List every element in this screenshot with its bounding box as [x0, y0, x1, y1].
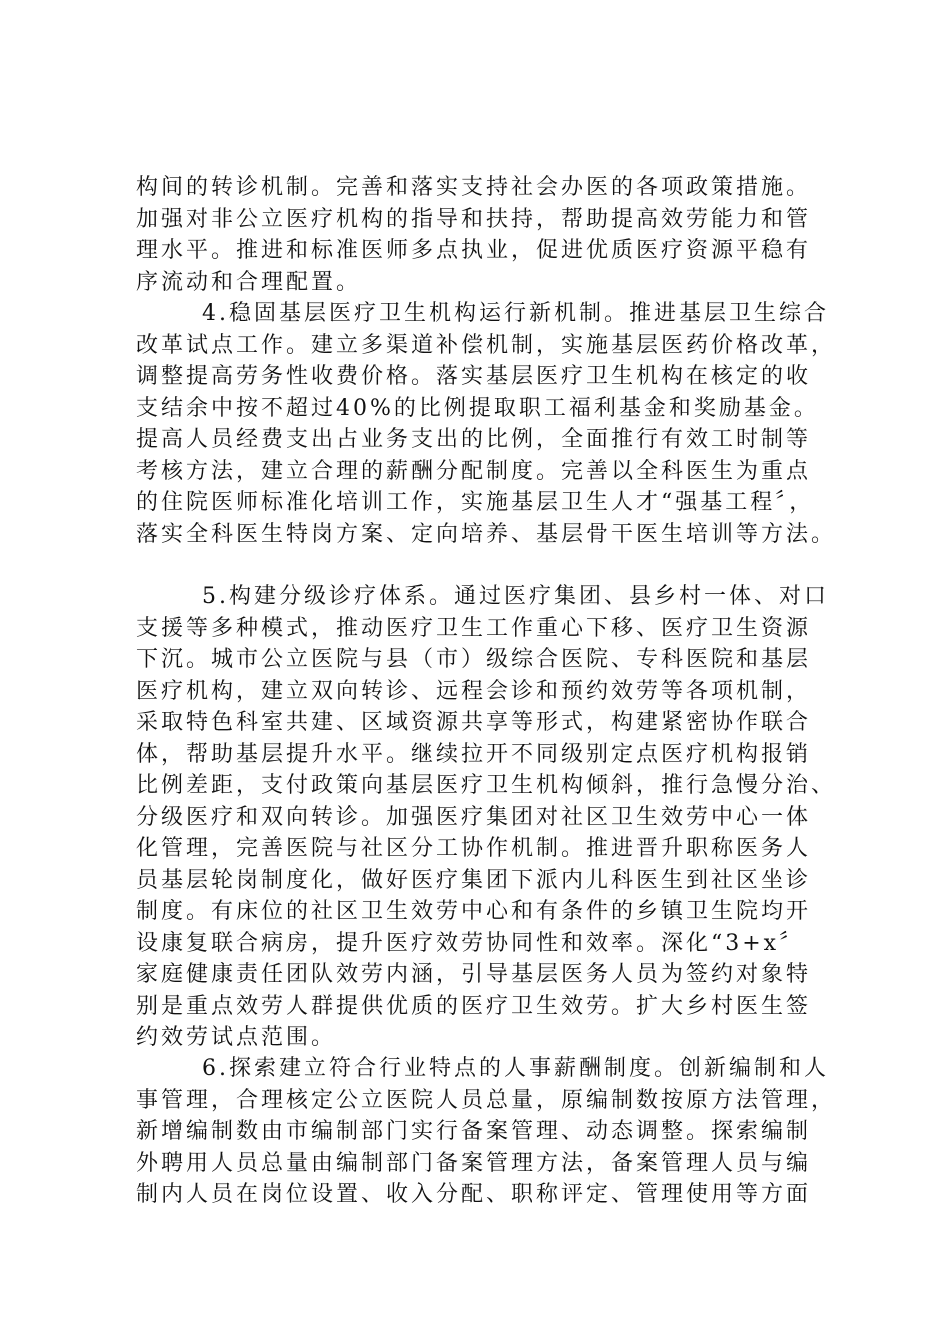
- text-line: 采取特色科室共建、区域资源共享等形式，构建紧密协作联合: [136, 710, 812, 735]
- text-line: 落实全科医生特岗方案、定向培养、基层骨干医生培训等方法。: [136, 521, 837, 547]
- text-line: 改革试点工作。建立多渠道补偿机制，实施基层医药价格改革，: [136, 332, 837, 358]
- text-line: 理水平。推进和标准医师多点执业，促进优质医疗资源平稳有: [136, 238, 812, 263]
- text-line: 别是重点效劳人群提供优质的医疗卫生效劳。扩大乡村医生签: [136, 993, 812, 1019]
- text-line: 调整提高劳务性收费价格。落实基层医疗卫生机构在核定的收: [136, 364, 812, 389]
- paragraph-5: [136, 581, 836, 1054]
- text-line: 下沉。城市公立医院与县（市）级综合医院、专科医院和基层: [136, 647, 812, 672]
- text-line: 制度。有床位的社区卫生效劳中心和有条件的乡镇卫生院均开: [136, 899, 812, 924]
- text-line: 分级医疗和双向转诊。加强医疗集团对社区卫生效劳中心一体: [136, 804, 812, 830]
- text-line: 支援等多种模式，推动医疗卫生工作重心下移、医疗卫生资源: [136, 615, 812, 641]
- text-line: 构间的转诊机制。完善和落实支持社会办医的各项政策措施。: [136, 175, 812, 200]
- text-line: 家庭健康责任团队效劳内涵，引导基层医务人员为签约对象特: [136, 962, 812, 987]
- text-line: 加强对非公立医疗机构的指导和扶持，帮助提高效劳能力和管: [136, 206, 812, 232]
- text-line: 比例差距，支付政策向基层医疗卫生机构倾斜，推行急慢分治、: [136, 773, 837, 798]
- text-line: 事管理，合理核定公立医院人员总量，原编制数按原方法管理，: [136, 1087, 837, 1113]
- text-line: 4.稳固基层医疗卫生机构运行新机制。推进基层卫生综合: [202, 301, 829, 326]
- text-line: 体，帮助基层提升水平。继续拉开不同级别定点医疗机构报销: [136, 741, 812, 767]
- text-line: 员基层轮岗制度化，做好医疗集团下派内儿科医生到社区坐诊: [136, 867, 812, 893]
- text-line: 支结余中按不超过40%的比例提取职工福利基金和奖励基金。: [136, 395, 819, 421]
- text-line: 医疗机构，建立双向转诊、远程会诊和预约效劳等各项机制，: [136, 678, 812, 704]
- text-line: 制内人员在岗位设置、收入分配、职称评定、管理使用等方面: [136, 1182, 812, 1207]
- text-line: 考核方法，建立合理的薪酬分配制度。完善以全科医生为重点: [136, 458, 812, 484]
- text-line: 的住院医师标准化培训工作，实施基层卫生人才“强基工程〞，: [136, 490, 815, 515]
- text-line: 外聘用人员总量由编制部门备案管理方法，备案管理人员与编: [136, 1150, 812, 1176]
- text-line: 新增编制数由市编制部门实行备案管理、动态调整。探索编制: [136, 1119, 812, 1144]
- text-line: 提高人员经费支出占业务支出的比例，全面推行有效工时制等: [136, 427, 812, 452]
- text-line: 5.构建分级诊疗体系。通过医疗集团、县乡村一体、对口: [202, 584, 829, 609]
- text-line: 设康复联合病房，提升医疗效劳协同性和效率。深化“3+x〞: [136, 930, 805, 956]
- text-line: 约效劳试点范围。: [136, 1025, 337, 1050]
- paragraph-3-continuation: [136, 172, 836, 298]
- text-line: 6.探索建立符合行业特点的人事薪酬制度。创新编制和人: [202, 1056, 829, 1081]
- paragraph-6: [136, 1053, 836, 1211]
- text-line: 序流动和合理配置。: [136, 269, 362, 295]
- text-line: 化管理，完善医院与社区分工协作机制。推进晋升职称医务人: [136, 836, 812, 861]
- paragraph-4: [136, 298, 836, 550]
